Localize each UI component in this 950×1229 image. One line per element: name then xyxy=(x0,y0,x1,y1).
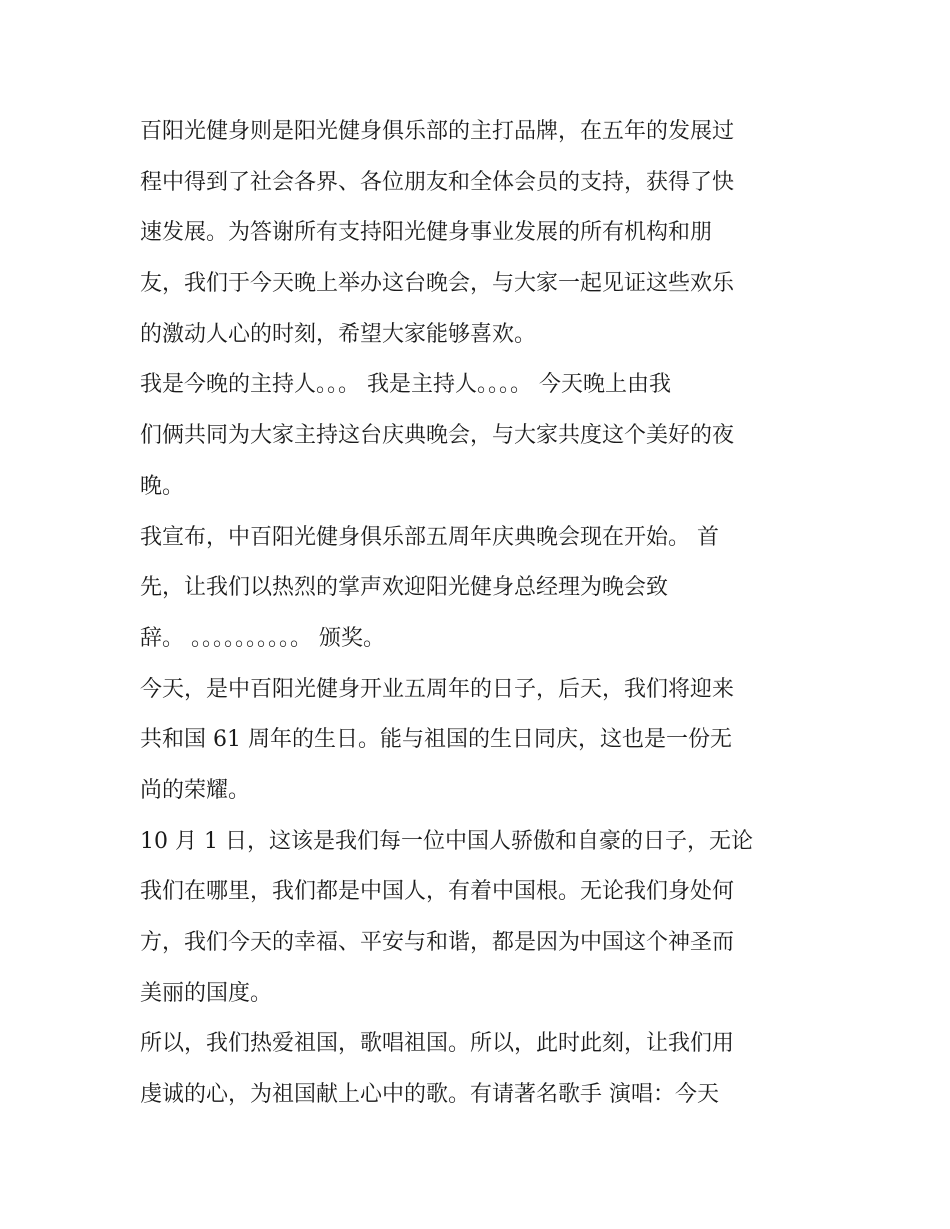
text-line: 我们在哪里，我们都是中国人，有着中国根。无论我们身处何 xyxy=(140,879,735,905)
text-line: 先，让我们以热烈的掌声欢迎阳光健身总经理为晚会致 xyxy=(140,575,669,601)
text-line: 友，我们于今天晚上举办这台晚会，与大家一起见证这些欢乐 xyxy=(140,271,735,297)
text-line: 程中得到了社会各界、各位朋友和全体会员的支持，获得了快 xyxy=(140,169,735,195)
text-line: 所以，我们热爱祖国，歌唱祖国。所以，此时此刻，让我们用 xyxy=(140,1031,735,1057)
text-line: 的激动人心的时刻，希望大家能够喜欢。 xyxy=(140,321,537,347)
text-line: 虔诚的心，为祖国献上心中的歌。有请著名歌手 演唱：今天 xyxy=(140,1082,719,1108)
document-body xyxy=(140,107,815,1121)
text-line: 速发展。为答谢所有支持阳光健身事业发展的所有机构和朋 xyxy=(140,220,713,246)
text-line: 尚的荣耀。 xyxy=(140,777,251,803)
text-line: 辞。 。。。。。。。。。。 颁奖。 xyxy=(140,625,385,651)
text-line: 们俩共同为大家主持这台庆典晚会，与大家共度这个美好的夜 xyxy=(140,423,735,449)
text-line: 共和国 61 周年的生日。能与祖国的生日同庆，这也是一份无 xyxy=(140,727,732,753)
text-line: 我是今晚的主持人。。。 我是主持人。。。。 今天晚上由我 xyxy=(140,372,671,398)
text-line: 我宣布，中百阳光健身俱乐部五周年庆典晚会现在开始。 首 xyxy=(140,524,719,550)
text-line: 晚。 xyxy=(140,473,185,499)
text-line: 10 月 1 日，这该是我们每一位中国人骄傲和自豪的日子，无论 xyxy=(140,828,753,854)
text-line: 方，我们今天的幸福、平安与和谐，都是因为中国这个神圣而 xyxy=(140,930,735,955)
text-line: 美丽的国度。 xyxy=(140,980,273,1006)
text-line: 今天，是中百阳光健身开业五周年的日子，后天，我们将迎来 xyxy=(140,676,735,702)
text-line: 百阳光健身则是阳光健身俱乐部的主打品牌，在五年的发展过 xyxy=(140,119,735,144)
